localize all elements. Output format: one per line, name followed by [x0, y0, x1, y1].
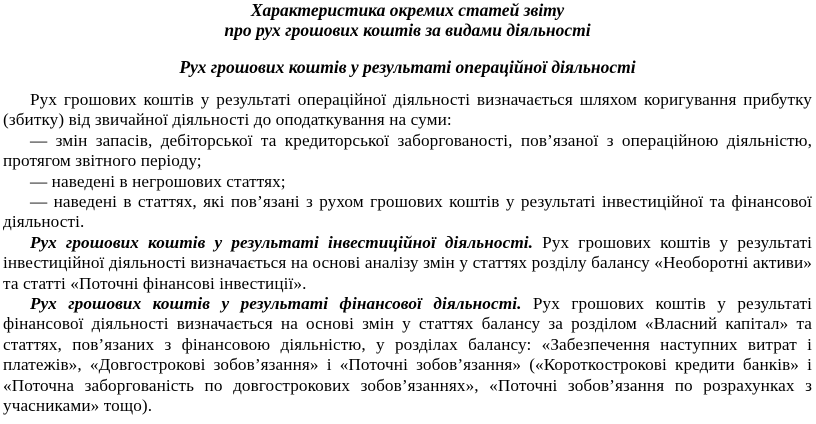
paragraph-operating: Рух грошових коштів у результаті операційної діяльності визначається шляхом коригування прибутку (збитку) від звичайної діяльності до оподаткування на суми:	[3, 90, 812, 130]
bullet-item: — змін запасів, дебіторської та кредиторської заборгованості, пов’язаної з операційною діяльністю, протягом звітного періоду;	[3, 130, 812, 171]
document-title-line-2: про рух грошових коштів за видами діяльності	[224, 20, 591, 40]
paragraph-investing	[3, 233, 812, 294]
section-heading: Рух грошових коштів у результаті операційної діяльності	[179, 57, 636, 77]
document-title-line-1: Характеристика окремих статей звіту	[250, 0, 565, 20]
document-body	[3, 90, 812, 417]
paragraph-financing-text: Рух грошових коштів у результаті фінансової діяльності визначається на основі змін у статтях балансу за розділом «Власний капітал» та статтях, пов’язаних з фінансовою діяльністю, у розділах балансу: «Забезпечення наступних витрат і платежів», «Довгострокові зобов’язання» і «Поточні зобов’язання» («Короткострокові кредити банків» і «Поточна заборгованість по довгострокових зобов’язаннях», «Поточні зобов’язання по розрахунках з учасниками» тощо).	[3, 294, 812, 416]
paragraph-financing	[3, 294, 812, 416]
bullet-item: — наведені в статтях, які пов’язані з рухом грошових коштів у результаті інвестиційної та фінансової діяльності.	[3, 192, 812, 232]
paragraph-financing-lead: Рух грошових коштів у результаті фінансової діяльності.	[30, 294, 522, 314]
paragraph-investing-lead: Рух грошових коштів у результаті інвестиційної діяльності.	[30, 232, 534, 252]
bullet-item: — наведені в негрошових статтях;	[30, 171, 286, 191]
paragraph-investing-text: Рух грошових коштів у результаті інвестиційної діяльності визначається на основі аналізу змін у статтях розділу балансу «Необоротні активи» та статті «Поточні фінансові інвестиції».	[3, 232, 812, 293]
